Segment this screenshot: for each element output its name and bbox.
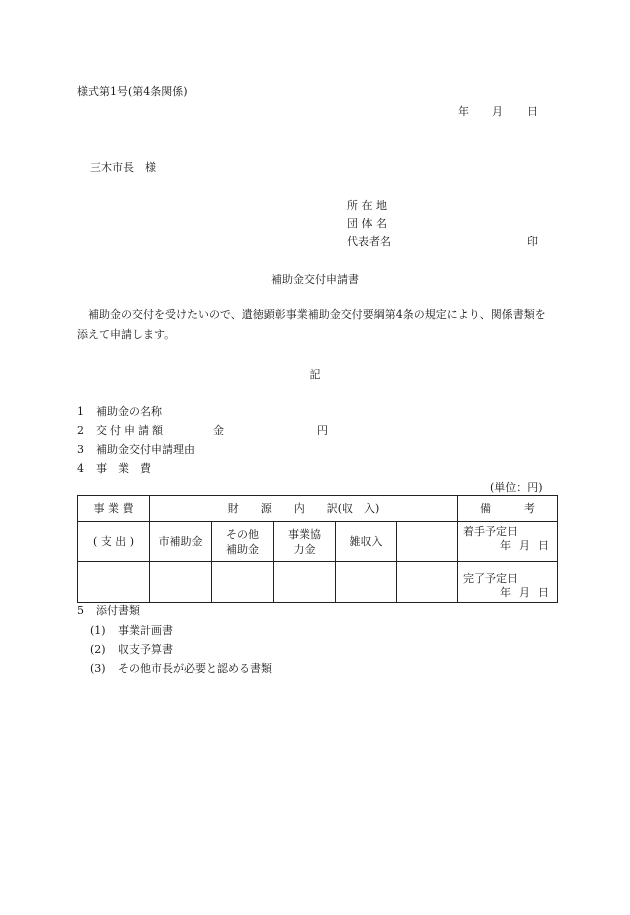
col-city-subsidy-text: 市補助金 xyxy=(158,534,203,548)
start-date-cell xyxy=(458,522,558,562)
end-date-cell xyxy=(458,562,558,603)
attachment-2-number: (2) xyxy=(90,643,106,656)
item-4-label: 事 業 費 xyxy=(96,462,151,475)
organization-label: 団 体 名 xyxy=(347,217,387,230)
end-date-fields xyxy=(458,586,557,600)
item-1-label: 補助金の名称 xyxy=(96,405,162,418)
header-jigyohi-text: 事 業 費 xyxy=(93,501,134,515)
col-project-cooperation-text: 事業協力金 xyxy=(288,527,321,556)
cell-city-subsidy-value[interactable] xyxy=(150,562,212,603)
cell-other-subsidy-value[interactable] xyxy=(212,562,274,603)
col-city-subsidy xyxy=(150,522,212,562)
budget-table xyxy=(77,495,558,603)
body-paragraph: 補助金の交付を受けたいので、遺徳顕彰事業補助金交付要綱第4条の規定により、関係書類を添えて申請します。 xyxy=(77,308,546,341)
header-biko xyxy=(458,496,558,522)
cell-misc-income-value[interactable] xyxy=(336,562,397,603)
item-1-number: 1 xyxy=(77,405,84,418)
header-zaigen xyxy=(150,496,458,522)
ki-label: 記 xyxy=(309,368,321,381)
cell-blank-value[interactable] xyxy=(397,562,458,603)
form-number: 様式第1号(第4条関係) xyxy=(77,85,188,98)
col-blank xyxy=(397,522,458,562)
item-3-number: 3 xyxy=(77,443,84,456)
addressee: 三木市長 様 xyxy=(90,161,156,174)
start-year: 年 xyxy=(500,539,512,552)
amount-yen-label: 円 xyxy=(317,424,328,437)
end-day: 日 xyxy=(538,586,550,599)
representative-label: 代表者名 xyxy=(347,235,391,248)
header-shishutsu xyxy=(78,522,150,562)
header-zaigen-text: 財 源 内 訳(収 入) xyxy=(227,501,380,515)
item-5-number: 5 xyxy=(77,604,84,617)
attachment-3-number: (3) xyxy=(90,662,106,675)
cell-project-cooperation-value[interactable] xyxy=(274,562,336,603)
col-misc-income xyxy=(336,522,397,562)
header-biko-text: 備 考 xyxy=(480,501,536,515)
start-date-label: 着手予定日 xyxy=(463,525,519,538)
date-month-label: 月 xyxy=(492,105,503,118)
header-shishutsu-text: ( 支 出 ) xyxy=(92,534,135,548)
item-5-label: 添付書類 xyxy=(96,604,140,617)
start-month: 月 xyxy=(519,539,531,552)
attachment-2-text: 収支予算書 xyxy=(118,643,173,656)
header-jigyohi xyxy=(78,496,150,522)
item-3-label: 補助金交付申請理由 xyxy=(96,443,195,456)
end-date-label: 完了予定日 xyxy=(463,572,519,585)
address-label: 所 在 地 xyxy=(347,199,387,212)
item-2-number: 2 xyxy=(77,424,84,437)
item-4-number: 4 xyxy=(77,462,84,475)
unit-label: (単位：円) xyxy=(490,481,543,494)
col-other-subsidy-text: その他補助金 xyxy=(226,527,259,556)
item-2-label: 交付申請額 xyxy=(96,424,166,437)
date-year-label: 年 xyxy=(458,105,469,118)
seal-mark: 印 xyxy=(527,235,538,248)
end-year: 年 xyxy=(500,586,512,599)
amount-kin-label: 金 xyxy=(213,424,224,437)
start-day: 日 xyxy=(538,539,550,552)
start-date-fields xyxy=(458,539,557,553)
attachment-3-text: その他市長が必要と認める書類 xyxy=(118,662,272,675)
date-day-label: 日 xyxy=(527,105,538,118)
attachment-1-number: (1) xyxy=(90,624,106,637)
col-project-cooperation xyxy=(274,522,336,562)
end-month: 月 xyxy=(519,586,531,599)
col-misc-income-text: 雑収入 xyxy=(349,534,383,548)
cell-expense-value[interactable] xyxy=(78,562,150,603)
attachment-1-text: 事業計画書 xyxy=(118,624,173,637)
document-title: 補助金交付申請書 xyxy=(271,273,359,286)
col-other-subsidy xyxy=(212,522,274,562)
